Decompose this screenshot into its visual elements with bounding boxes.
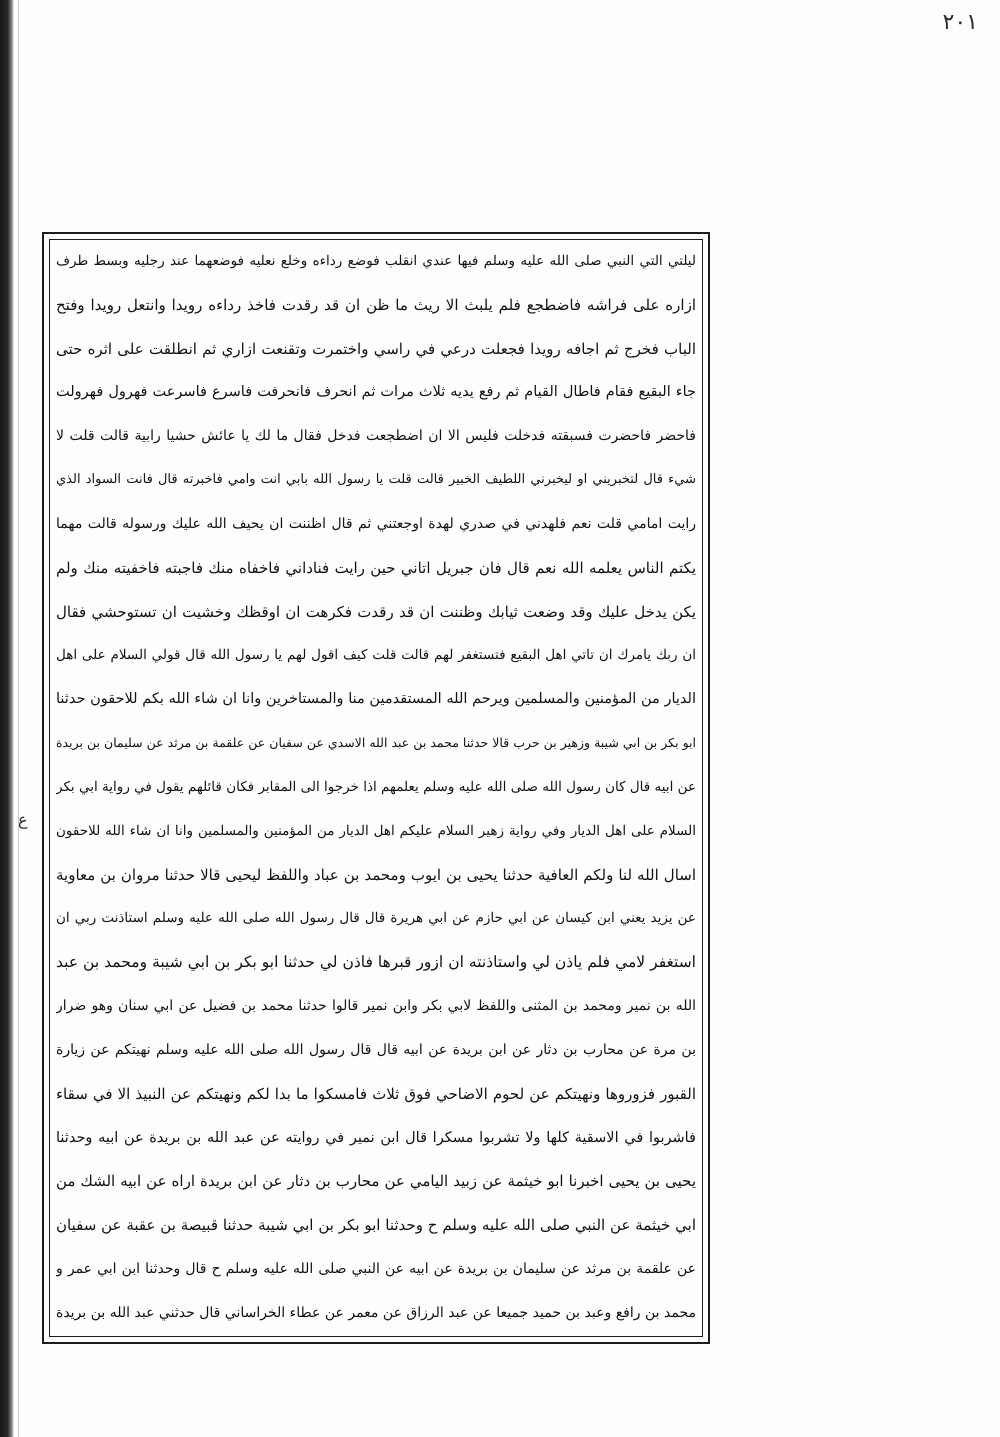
text-line: ابي خيثمة عن النبي صلى الله عليه وسلم ح وحدثنا ابو بكر بن ابي شيبة حدثنا قبيصة بن عقبة عن سفيان (56, 1216, 696, 1235)
text-line: جاء البقيع فقام فاطال القيام ثم رفع يديه ثلاث مرات ثم انحرف فانحرفت فاسرع فاسرعت فهرول فهرولت (56, 384, 696, 401)
text-line: رايت امامي قلت نعم فلهدني في صدري لهدة اوجعتني ثم قال اظننت ان يحيف الله عليك ورسوله قالت مهما (56, 515, 696, 532)
margin-annotation: ع (18, 810, 28, 829)
text-line: عن يزيد يعني ابن كيسان عن ابي حازم عن ابي هريرة قال قال رسول الله صلى الله عليه وسلم استاذنت ربي ان (56, 910, 696, 927)
text-line: القبور فزوروها ونهيتكم عن لحوم الاضاحي فوق ثلاث فامسكوا ما بدا لكم ونهيتكم عن النبيذ الا في سقاء (56, 1084, 696, 1103)
text-line: يكن يدخل عليك وقد وضعت ثيابك وظننت ان قد رقدت فكرهت ان اوقظك وخشيت ان تستوحشي فقال (56, 602, 696, 621)
text-line: الديار من المؤمنين والمسلمين ويرحم الله المستقدمين منا والمستاخرين وانا ان شاء الله بكم للاحقون حدثنا (56, 691, 696, 708)
text-line: الباب فخرج ثم اجافه رويدا فجعلت درعي في راسي واختمرت وتقنعت ازاري ثم انطلقت على اثره حتى (56, 339, 696, 358)
text-line: يكتم الناس يعلمه الله نعم قال فان جبريل اتاني حين رايت فناداني فاخفاه منك فاجبته فاخفيته منك ولم (56, 558, 696, 577)
text-line: عن ابيه قال كان رسول الله صلى الله عليه وسلم يعلمهم اذا خرجوا الى المقابر فكان قائلهم يقول في رواية ابي بكر (56, 778, 696, 795)
text-line: محمد بن رافع وعبد بن حميد جميعا عن عبد الرزاق عن معمر عن عطاء الخراساني قال حدثني عبد الله بن بريدة (56, 1304, 696, 1321)
text-line: فاشربوا في الاسقية كلها ولا تشربوا مسكرا قال ابن نمير في روايته عن عبد الله بن بريدة عن ابيه وحدثنا (56, 1129, 696, 1146)
text-line: عن علقمة بن مرثد عن سليمان بن بريدة عن ابيه عن النبي صلى الله عليه وسلم ح قال وحدثنا ابن ابي عمر و (56, 1261, 696, 1278)
text-line: الله بن نمير ومحمد بن المثنى واللفظ لابي بكر وابن نمير قالوا حدثنا محمد بن فضيل عن ابي سنان وهو ضرار (56, 998, 696, 1015)
manuscript-text-block (52, 242, 700, 1334)
text-line: شيء قال لتخبريني او ليخبرني اللطيف الخبير قالت قلت يا رسول الله بابي انت وامي فاخبرته قال فانت السواد الذي (56, 472, 696, 488)
page-edge-line (18, 0, 19, 1437)
text-line: يحيى بن يحيى اخبرنا ابو خيثمة عن زبيد اليامي عن محارب بن دثار عن ابن بريدة اراه عن ابيه الشك من (56, 1172, 696, 1191)
text-line: ليلتي التي النبي صلى الله عليه وسلم فيها عندي انقلب فوضع رداءه وخلع نعليه فوضعهما عند رجليه وبسط طرف (56, 253, 696, 269)
text-line: ازاره على فراشه فاضطجع فلم يلبث الا ريث ما ظن ان قد رقدت فاخذ رداءه رويدا وانتعل رويدا وفتح (56, 295, 696, 314)
binding-shadow (0, 0, 14, 1437)
text-line: اسال الله لنا ولكم العافية حدثنا يحيى بن ايوب ومحمد بن عباد واللفظ ليحيى قالا حدثنا مروان بن معاوية (56, 865, 696, 884)
text-line: استغفر لامي فلم ياذن لي واستاذنته ان ازور قبرها فاذن لي حدثنا ابو بكر بن ابي شيبة ومحمد بن عبد (56, 953, 696, 972)
text-line: السلام على اهل الديار وفي رواية زهير السلام عليكم اهل الديار من المؤمنين والمسلمين وانا ان شاء الله للاحقون (56, 822, 696, 839)
text-line: ابو بكر بن ابي شيبة وزهير بن حرب قالا حدثنا محمد بن عبد الله الاسدي عن سفيان عن علقمة بن مرثد عن سليمان بن بريدة (56, 735, 696, 751)
text-line: بن مرة عن محارب بن دثار عن ابن بريدة عن ابيه قال قال رسول الله صلى الله عليه وسلم نهيتكم عن زيارة (56, 1041, 696, 1058)
text-line: ان ربك يامرك ان تاتي اهل البقيع فتستغفر لهم قالت قلت كيف اقول لهم يا رسول الله قال قولي السلام على اهل (56, 647, 696, 664)
folio-number: ٢٠١ (942, 10, 978, 35)
text-line: فاحضر فاحضرت فسبقته فدخلت فليس الا ان اضطجعت فدخل فقال ما لك يا عائش حشيا رابية قالت قلت لا (56, 428, 696, 445)
